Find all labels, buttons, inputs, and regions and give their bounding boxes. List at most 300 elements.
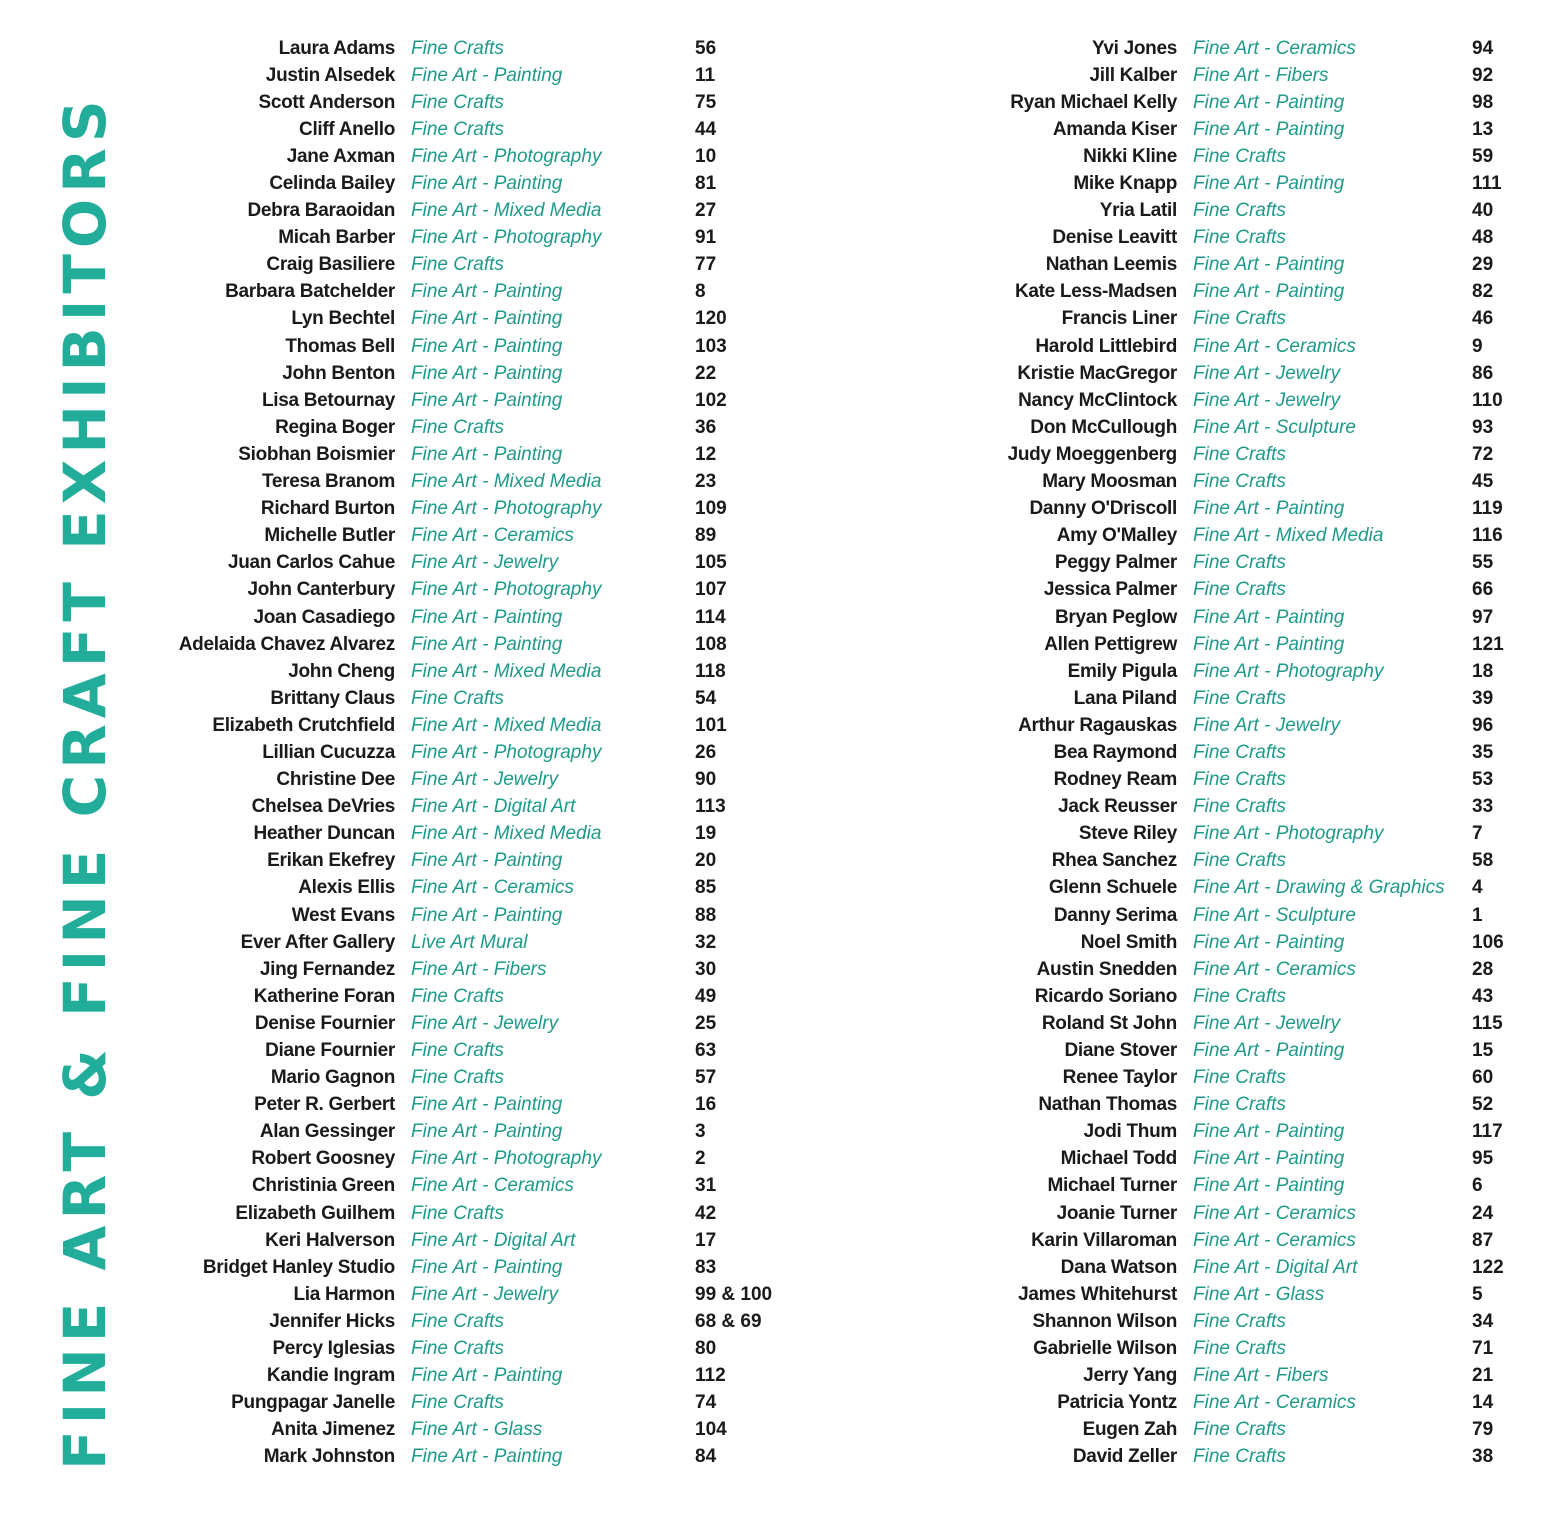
exhibitor-name: Kandie Ingram bbox=[266, 1365, 395, 1387]
exhibitor-name: Renee Taylor bbox=[1062, 1067, 1177, 1089]
exhibitor-category: Fine Crafts bbox=[1193, 1446, 1286, 1468]
booth-number: 8 bbox=[695, 281, 706, 303]
exhibitor-row bbox=[960, 143, 1504, 170]
exhibitor-name: Justin Alsedek bbox=[265, 64, 395, 86]
exhibitor-category: Fine Art - Glass bbox=[411, 1419, 543, 1441]
exhibitor-name: Ryan Michael Kelly bbox=[1010, 91, 1177, 113]
exhibitor-name: Bea Raymond bbox=[1053, 741, 1177, 763]
booth-number: 10 bbox=[695, 145, 717, 167]
exhibitor-row bbox=[150, 279, 772, 306]
booth-number: 81 bbox=[695, 173, 717, 195]
exhibitor-row bbox=[150, 1173, 772, 1200]
exhibitor-row bbox=[150, 550, 772, 577]
exhibitor-name: Karin Villaroman bbox=[1031, 1229, 1177, 1251]
exhibitor-category: Fine Art - Photography bbox=[1193, 823, 1384, 845]
booth-number: 6 bbox=[1472, 1175, 1483, 1197]
exhibitor-name: Kate Less-Madsen bbox=[1014, 281, 1177, 303]
exhibitor-name: Bridget Hanley Studio bbox=[202, 1256, 395, 1278]
booth-number: 113 bbox=[695, 796, 726, 818]
exhibitor-name: Peter R. Gerbert bbox=[254, 1094, 395, 1116]
exhibitor-row bbox=[150, 198, 772, 225]
exhibitor-category: Fine Art - Painting bbox=[1193, 281, 1345, 303]
exhibitor-row bbox=[150, 225, 772, 252]
booth-number: 115 bbox=[1472, 1012, 1503, 1034]
exhibitor-category: Fine Crafts bbox=[411, 1338, 504, 1360]
booth-number: 55 bbox=[1472, 552, 1494, 574]
exhibitor-category: Fine Art - Painting bbox=[411, 1256, 563, 1278]
exhibitor-row bbox=[960, 35, 1504, 62]
exhibitor-name: Joan Casadiego bbox=[253, 606, 395, 628]
exhibitor-name: Barbara Batchelder bbox=[225, 281, 395, 303]
exhibitor-category: Fine Art - Photography bbox=[411, 227, 602, 249]
booth-number: 7 bbox=[1472, 823, 1483, 845]
exhibitor-name: Nikki Kline bbox=[1083, 145, 1177, 167]
exhibitor-name: Chelsea DeVries bbox=[251, 796, 395, 818]
exhibitor-category: Fine Art - Photography bbox=[411, 741, 602, 763]
booth-number: 43 bbox=[1472, 985, 1494, 1007]
exhibitor-name: Austin Snedden bbox=[1036, 958, 1177, 980]
booth-number: 74 bbox=[695, 1392, 717, 1414]
booth-number: 119 bbox=[1472, 498, 1503, 520]
booth-number: 31 bbox=[695, 1175, 717, 1197]
exhibitor-category: Fine Art - Ceramics bbox=[1193, 1392, 1356, 1414]
exhibitor-name: Denise Leavitt bbox=[1052, 227, 1177, 249]
exhibitor-category: Fine Crafts bbox=[1193, 1338, 1286, 1360]
exhibitor-name: Lisa Betournay bbox=[261, 389, 395, 411]
exhibitor-name: Bryan Peglow bbox=[1054, 606, 1177, 628]
exhibitor-category: Fine Art - Fibers bbox=[1193, 1365, 1329, 1387]
exhibitor-name: Percy Iglesias bbox=[272, 1338, 395, 1360]
exhibitor-category: Fine Art - Painting bbox=[1193, 498, 1345, 520]
exhibitor-row bbox=[150, 1444, 772, 1471]
exhibitor-name: Diane Stover bbox=[1064, 1040, 1177, 1062]
exhibitor-category: Fine Crafts bbox=[1193, 850, 1286, 872]
booth-number: 19 bbox=[695, 823, 717, 845]
booth-number: 57 bbox=[695, 1067, 717, 1089]
booth-number: 71 bbox=[1472, 1338, 1494, 1360]
exhibitor-row bbox=[960, 1308, 1504, 1335]
exhibitor-name: Yvi Jones bbox=[1092, 37, 1177, 59]
exhibitor-name: Danny Serima bbox=[1053, 904, 1177, 926]
exhibitor-category: Fine Art - Digital Art bbox=[1193, 1256, 1358, 1278]
booth-number: 88 bbox=[695, 904, 717, 926]
exhibitor-category: Fine Art - Painting bbox=[411, 904, 563, 926]
page-title-container bbox=[51, 40, 119, 1470]
exhibitor-row bbox=[150, 1417, 772, 1444]
exhibitor-row bbox=[150, 658, 772, 685]
exhibitor-row bbox=[150, 929, 772, 956]
booth-number: 28 bbox=[1472, 958, 1494, 980]
exhibitor-name: Nathan Leemis bbox=[1045, 254, 1177, 276]
exhibitor-category: Fine Crafts bbox=[411, 1310, 504, 1332]
exhibitor-name: Lyn Bechtel bbox=[291, 308, 395, 330]
booth-number: 42 bbox=[695, 1202, 717, 1224]
exhibitor-name: Allen Pettigrew bbox=[1044, 633, 1177, 655]
exhibitor-category: Fine Art - Painting bbox=[1193, 606, 1345, 628]
exhibitor-row bbox=[960, 170, 1504, 197]
exhibitor-category: Fine Art - Painting bbox=[1193, 118, 1345, 140]
booth-number: 106 bbox=[1472, 931, 1504, 953]
exhibitor-category: Fine Crafts bbox=[1193, 145, 1286, 167]
exhibitor-category: Fine Art - Painting bbox=[1193, 1148, 1345, 1170]
exhibitor-row bbox=[960, 604, 1504, 631]
booth-number: 103 bbox=[695, 335, 727, 357]
exhibitor-row bbox=[150, 1010, 772, 1037]
booth-number: 117 bbox=[1472, 1121, 1503, 1143]
booth-number: 92 bbox=[1472, 64, 1494, 86]
exhibitor-category: Fine Art - Painting bbox=[411, 362, 563, 384]
exhibitor-name: Lia Harmon bbox=[293, 1283, 395, 1305]
booth-number: 33 bbox=[1472, 796, 1494, 818]
booth-number: 4 bbox=[1472, 877, 1483, 899]
exhibitor-name: Cliff Anello bbox=[299, 118, 395, 140]
exhibitor-row bbox=[150, 170, 772, 197]
exhibitor-row bbox=[150, 875, 772, 902]
exhibitor-category: Fine Art - Painting bbox=[411, 606, 563, 628]
exhibitor-row bbox=[150, 712, 772, 739]
exhibitor-row bbox=[960, 1200, 1504, 1227]
exhibitor-row bbox=[150, 1037, 772, 1064]
exhibitor-category: Fine Crafts bbox=[1193, 1067, 1286, 1089]
booth-number: 26 bbox=[695, 741, 717, 763]
exhibitor-name: Don McCullough bbox=[1030, 416, 1177, 438]
exhibitor-category: Fine Crafts bbox=[1193, 741, 1286, 763]
exhibitor-row bbox=[960, 441, 1504, 468]
exhibitor-category: Live Art Mural bbox=[411, 931, 528, 953]
exhibitor-category: Fine Art - Painting bbox=[411, 389, 563, 411]
exhibitor-name: Jing Fernandez bbox=[259, 958, 395, 980]
booth-number: 79 bbox=[1472, 1419, 1494, 1441]
exhibitor-category: Fine Art - Painting bbox=[411, 308, 563, 330]
booth-number: 9 bbox=[1472, 335, 1483, 357]
exhibitor-category: Fine Crafts bbox=[411, 91, 504, 113]
page-title: FINE ART & FINE CRAFT EXHIBITORS bbox=[51, 94, 119, 1470]
exhibitor-row bbox=[150, 333, 772, 360]
exhibitor-category: Fine Art - Photography bbox=[411, 579, 602, 601]
booth-number: 5 bbox=[1472, 1283, 1483, 1305]
exhibitor-row bbox=[150, 1065, 772, 1092]
booth-number: 56 bbox=[695, 37, 717, 59]
exhibitor-row bbox=[960, 550, 1504, 577]
booth-number: 14 bbox=[1472, 1392, 1494, 1414]
booth-number: 22 bbox=[695, 362, 717, 384]
booth-number: 21 bbox=[1472, 1365, 1494, 1387]
exhibitor-name: Kristie MacGregor bbox=[1017, 362, 1177, 384]
exhibitor-name: Mike Knapp bbox=[1073, 173, 1177, 195]
booth-number: 44 bbox=[695, 118, 717, 140]
booth-number: 75 bbox=[695, 91, 717, 113]
exhibitor-category: Fine Crafts bbox=[1193, 552, 1286, 574]
exhibitor-row bbox=[150, 469, 772, 496]
exhibitor-name: Keri Halverson bbox=[265, 1229, 395, 1251]
booth-number: 111 bbox=[1472, 173, 1502, 195]
booth-number: 17 bbox=[695, 1229, 717, 1251]
exhibitor-list-right bbox=[960, 35, 1504, 1471]
exhibitor-row bbox=[150, 1254, 772, 1281]
exhibitor-name: Scott Anderson bbox=[258, 91, 395, 113]
exhibitor-name: Alan Gessinger bbox=[259, 1121, 395, 1143]
booth-number: 52 bbox=[1472, 1094, 1494, 1116]
exhibitor-name: Michael Todd bbox=[1060, 1148, 1177, 1170]
exhibitor-row bbox=[960, 631, 1504, 658]
exhibitor-category: Fine Crafts bbox=[1193, 796, 1286, 818]
exhibitor-row bbox=[150, 1200, 772, 1227]
exhibitor-row bbox=[960, 902, 1504, 929]
exhibitor-name: Dana Watson bbox=[1060, 1256, 1177, 1278]
booth-number: 85 bbox=[695, 877, 717, 899]
exhibitor-row bbox=[960, 1146, 1504, 1173]
booth-number: 90 bbox=[695, 769, 717, 791]
exhibitor-name: Gabrielle Wilson bbox=[1033, 1338, 1177, 1360]
exhibitor-category: Fine Art - Jewelry bbox=[411, 769, 559, 791]
booth-number: 20 bbox=[695, 850, 717, 872]
exhibitor-name: Roland St John bbox=[1041, 1012, 1177, 1034]
exhibitor-row bbox=[150, 794, 772, 821]
exhibitor-category: Fine Art - Fibers bbox=[411, 958, 547, 980]
exhibitor-name: Adelaida Chavez Alvarez bbox=[178, 633, 395, 655]
exhibitor-category: Fine Art - Painting bbox=[411, 281, 563, 303]
exhibitor-row bbox=[960, 1281, 1504, 1308]
booth-number: 58 bbox=[1472, 850, 1494, 872]
exhibitor-row bbox=[960, 523, 1504, 550]
exhibitor-category: Fine Art - Mixed Media bbox=[411, 660, 602, 682]
booth-number: 102 bbox=[695, 389, 727, 411]
exhibitor-row bbox=[150, 685, 772, 712]
exhibitor-row bbox=[960, 983, 1504, 1010]
exhibitor-category: Fine Art - Painting bbox=[411, 173, 563, 195]
exhibitor-name: Arthur Ragauskas bbox=[1018, 714, 1177, 736]
exhibitor-category: Fine Crafts bbox=[411, 37, 504, 59]
booth-number: 16 bbox=[695, 1094, 717, 1116]
exhibitor-name: Pungpagar Janelle bbox=[231, 1392, 395, 1414]
exhibitor-category: Fine Art - Painting bbox=[411, 1094, 563, 1116]
exhibitor-category: Fine Art - Photography bbox=[1193, 660, 1384, 682]
exhibitor-category: Fine Art - Painting bbox=[1193, 931, 1345, 953]
exhibitor-row bbox=[960, 360, 1504, 387]
exhibitor-row bbox=[150, 387, 772, 414]
exhibitor-row bbox=[960, 685, 1504, 712]
exhibitor-category: Fine Crafts bbox=[1193, 579, 1286, 601]
exhibitor-category: Fine Art - Ceramics bbox=[411, 525, 574, 547]
exhibitor-name: Amy O'Malley bbox=[1056, 525, 1177, 547]
exhibitor-row bbox=[960, 577, 1504, 604]
exhibitor-category: Fine Art - Painting bbox=[411, 850, 563, 872]
exhibitor-row bbox=[150, 1281, 772, 1308]
booth-number: 114 bbox=[695, 606, 726, 628]
exhibitor-row bbox=[960, 496, 1504, 523]
exhibitor-category: Fine Art - Sculpture bbox=[1193, 416, 1356, 438]
exhibitor-name: Regina Boger bbox=[275, 416, 395, 438]
exhibitor-name: Thomas Bell bbox=[285, 335, 395, 357]
booth-number: 116 bbox=[1472, 525, 1503, 547]
booth-number: 87 bbox=[1472, 1229, 1494, 1251]
booth-number: 60 bbox=[1472, 1067, 1494, 1089]
booth-number: 24 bbox=[1472, 1202, 1494, 1224]
exhibitor-row bbox=[150, 1146, 772, 1173]
booth-number: 98 bbox=[1472, 91, 1494, 113]
exhibitor-category: Fine Art - Jewelry bbox=[411, 552, 559, 574]
exhibitor-name: Mario Gagnon bbox=[270, 1067, 395, 1089]
exhibitor-name: Patricia Yontz bbox=[1057, 1392, 1177, 1414]
exhibitor-category: Fine Art - Glass bbox=[1193, 1283, 1325, 1305]
exhibitor-row bbox=[150, 1363, 772, 1390]
exhibitor-list-left bbox=[150, 35, 772, 1471]
exhibitor-row bbox=[960, 225, 1504, 252]
exhibitor-name: Teresa Branom bbox=[261, 471, 395, 493]
exhibitor-name: James Whitehurst bbox=[1018, 1283, 1177, 1305]
booth-number: 49 bbox=[695, 985, 717, 1007]
exhibitor-name: Emily Pigula bbox=[1067, 660, 1177, 682]
booth-number: 54 bbox=[695, 687, 717, 709]
exhibitor-row bbox=[960, 1227, 1504, 1254]
exhibitor-row bbox=[960, 279, 1504, 306]
booth-number: 118 bbox=[695, 660, 726, 682]
exhibitor-category: Fine Art - Painting bbox=[411, 443, 563, 465]
exhibitor-category: Fine Art - Sculpture bbox=[1193, 904, 1356, 926]
exhibitor-name: Mark Johnston bbox=[263, 1446, 395, 1468]
exhibitor-row bbox=[150, 848, 772, 875]
exhibitor-row bbox=[960, 89, 1504, 116]
exhibitor-row bbox=[960, 1119, 1504, 1146]
exhibitor-row bbox=[960, 1065, 1504, 1092]
booth-number: 94 bbox=[1472, 37, 1494, 59]
booth-number: 66 bbox=[1472, 579, 1494, 601]
booth-number: 63 bbox=[695, 1040, 717, 1062]
booth-number: 95 bbox=[1472, 1148, 1494, 1170]
exhibitor-category: Fine Art - Mixed Media bbox=[411, 471, 602, 493]
exhibitor-row bbox=[960, 1363, 1504, 1390]
booth-number: 68 & 69 bbox=[695, 1310, 762, 1332]
exhibitor-name: Jack Reusser bbox=[1058, 796, 1177, 818]
exhibitor-row bbox=[150, 1119, 772, 1146]
exhibitor-name: Jane Axman bbox=[286, 145, 395, 167]
exhibitor-row bbox=[960, 414, 1504, 441]
booth-number: 59 bbox=[1472, 145, 1494, 167]
exhibitor-row bbox=[960, 1254, 1504, 1281]
exhibitor-name: Shannon Wilson bbox=[1032, 1310, 1177, 1332]
exhibitor-category: Fine Art - Digital Art bbox=[411, 796, 576, 818]
exhibitor-name: Steve Riley bbox=[1078, 823, 1177, 845]
exhibitor-row bbox=[150, 821, 772, 848]
booth-number: 105 bbox=[695, 552, 727, 574]
exhibitor-row bbox=[960, 116, 1504, 143]
exhibitor-row bbox=[960, 333, 1504, 360]
exhibitor-name: Ever After Gallery bbox=[240, 931, 395, 953]
exhibitor-name: Robert Goosney bbox=[251, 1148, 395, 1170]
exhibitor-category: Fine Crafts bbox=[411, 1392, 504, 1414]
booth-number: 34 bbox=[1472, 1310, 1494, 1332]
exhibitor-row bbox=[150, 1336, 772, 1363]
exhibitor-row bbox=[150, 1308, 772, 1335]
exhibitor-name: Laura Adams bbox=[278, 37, 395, 59]
exhibitor-row bbox=[150, 441, 772, 468]
exhibitor-row bbox=[960, 767, 1504, 794]
exhibitor-row bbox=[150, 523, 772, 550]
exhibitor-category: Fine Crafts bbox=[1193, 769, 1286, 791]
exhibitor-category: Fine Art - Jewelry bbox=[1193, 714, 1341, 736]
exhibitor-row bbox=[960, 956, 1504, 983]
booth-number: 27 bbox=[695, 200, 717, 222]
booth-number: 39 bbox=[1472, 687, 1494, 709]
exhibitor-name: Katherine Foran bbox=[253, 985, 395, 1007]
booth-number: 46 bbox=[1472, 308, 1494, 330]
exhibitor-category: Fine Art - Ceramics bbox=[1193, 1229, 1356, 1251]
exhibitor-name: Eugen Zah bbox=[1082, 1419, 1177, 1441]
exhibitor-row bbox=[960, 1010, 1504, 1037]
booth-number: 3 bbox=[695, 1121, 706, 1143]
booth-number: 91 bbox=[695, 227, 717, 249]
booth-number: 107 bbox=[695, 579, 727, 601]
exhibitor-category: Fine Crafts bbox=[411, 687, 504, 709]
exhibitor-row bbox=[150, 1390, 772, 1417]
exhibitor-row bbox=[150, 306, 772, 333]
exhibitor-row bbox=[150, 902, 772, 929]
booth-number: 99 & 100 bbox=[695, 1283, 773, 1305]
exhibitor-row bbox=[960, 1444, 1504, 1471]
booth-number: 84 bbox=[695, 1446, 717, 1468]
exhibitor-name: John Canterbury bbox=[247, 579, 395, 601]
exhibitor-name: Elizabeth Guilhem bbox=[235, 1202, 395, 1224]
exhibitor-category: Fine Art - Ceramics bbox=[1193, 958, 1356, 980]
exhibitor-category: Fine Crafts bbox=[1193, 200, 1286, 222]
exhibitor-row bbox=[960, 821, 1504, 848]
exhibitor-name: John Cheng bbox=[288, 660, 395, 682]
exhibitor-category: Fine Art - Ceramics bbox=[411, 1175, 574, 1197]
exhibitor-category: Fine Art - Photography bbox=[411, 1148, 602, 1170]
exhibitor-name: Elizabeth Crutchfield bbox=[212, 714, 395, 736]
booth-number: 104 bbox=[695, 1419, 727, 1441]
booth-number: 18 bbox=[1472, 660, 1494, 682]
exhibitor-category: Fine Art - Jewelry bbox=[1193, 389, 1341, 411]
exhibitor-row bbox=[960, 739, 1504, 766]
exhibitor-row bbox=[960, 712, 1504, 739]
exhibitor-name: Joanie Turner bbox=[1056, 1202, 1177, 1224]
exhibitor-row bbox=[960, 387, 1504, 414]
exhibitor-name: Peggy Palmer bbox=[1054, 552, 1177, 574]
exhibitor-name: Celinda Bailey bbox=[269, 173, 395, 195]
exhibitor-category: Fine Art - Jewelry bbox=[411, 1012, 559, 1034]
booth-number: 83 bbox=[695, 1256, 717, 1278]
exhibitor-row bbox=[150, 143, 772, 170]
exhibitor-name: Richard Burton bbox=[260, 498, 395, 520]
exhibitor-row bbox=[960, 1173, 1504, 1200]
exhibitor-row bbox=[150, 631, 772, 658]
exhibitor-category: Fine Art - Painting bbox=[1193, 173, 1345, 195]
exhibitor-category: Fine Crafts bbox=[411, 118, 504, 140]
exhibitor-category: Fine Art - Painting bbox=[411, 64, 563, 86]
booth-number: 12 bbox=[695, 443, 717, 465]
exhibitor-row bbox=[150, 767, 772, 794]
exhibitor-category: Fine Crafts bbox=[1193, 1310, 1286, 1332]
booth-number: 82 bbox=[1472, 281, 1494, 303]
exhibitor-category: Fine Crafts bbox=[1193, 227, 1286, 249]
booth-number: 112 bbox=[695, 1365, 726, 1387]
exhibitor-name: Jessica Palmer bbox=[1043, 579, 1177, 601]
exhibitor-category: Fine Crafts bbox=[411, 1067, 504, 1089]
exhibitor-category: Fine Art - Painting bbox=[1193, 1175, 1345, 1197]
exhibitor-category: Fine Art - Mixed Media bbox=[411, 823, 602, 845]
exhibitor-name: Brittany Claus bbox=[270, 687, 395, 709]
exhibitor-row bbox=[150, 604, 772, 631]
exhibitor-category: Fine Art - Ceramics bbox=[411, 877, 574, 899]
exhibitor-category: Fine Art - Painting bbox=[411, 1365, 563, 1387]
booth-number: 15 bbox=[1472, 1040, 1494, 1062]
exhibitor-category: Fine Crafts bbox=[1193, 1419, 1286, 1441]
exhibitor-name: Mary Moosman bbox=[1042, 471, 1177, 493]
exhibitor-name: Lana Piland bbox=[1073, 687, 1177, 709]
exhibitor-name: Siobhan Boismier bbox=[238, 443, 395, 465]
exhibitor-row bbox=[150, 1092, 772, 1119]
